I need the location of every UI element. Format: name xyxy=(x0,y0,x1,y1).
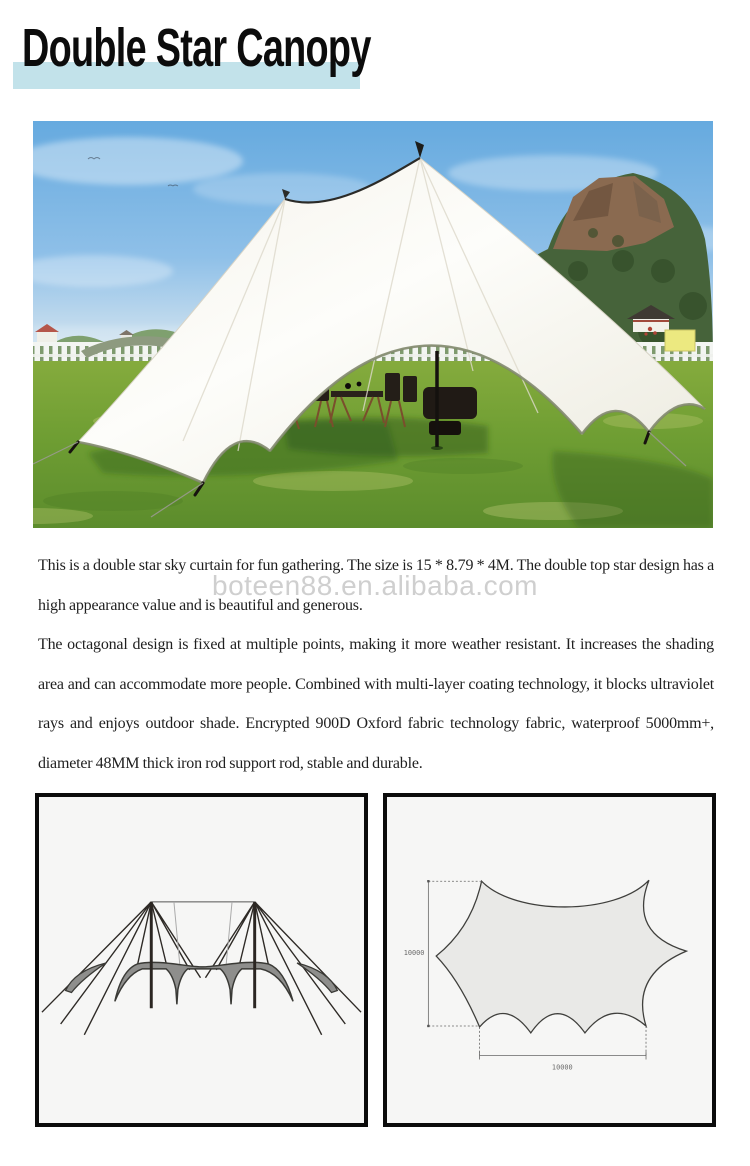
yellow-sign xyxy=(665,330,695,351)
frame-side-view-diagram xyxy=(35,793,368,1127)
width-dimension-label: 10000 xyxy=(551,1063,573,1072)
height-dimension-label: 10000 xyxy=(403,949,425,958)
description-paragraph: The octagonal design is fixed at multiple points, making it more weather resistant. It increases the shading area and can accommodate more people. Combined with multi-layer coating technology, it blocks ultraviolet rays and enjoys outdoor shade. Encrypted 900D Oxford fabric technology fabric, waterproof 5000mm+, diameter 48MM thick iron rod support rod, stable and durable. xyxy=(38,636,714,772)
frame-side-view-drawing xyxy=(39,797,364,1123)
valley-lines xyxy=(174,902,232,965)
canopy-top-view-diagram xyxy=(383,793,716,1127)
canopy-band xyxy=(115,962,293,1004)
canopy-top-view-drawing xyxy=(387,797,712,1123)
page-title: Double Star Canopy xyxy=(22,18,371,78)
canopy-footprint xyxy=(436,880,686,1033)
watermark: boteen88.en.alibaba.com xyxy=(212,570,538,601)
description-paragraph: This is a double star sky curtain for fun gathering. The size is 15 * 8.79 * 4M. The double top star design has a high appearance value and is beautiful and generous. xyxy=(38,557,714,614)
masts xyxy=(151,902,254,1008)
product-photo xyxy=(33,121,713,528)
product-description xyxy=(38,546,714,783)
canopy-photo-illustration xyxy=(33,121,713,528)
